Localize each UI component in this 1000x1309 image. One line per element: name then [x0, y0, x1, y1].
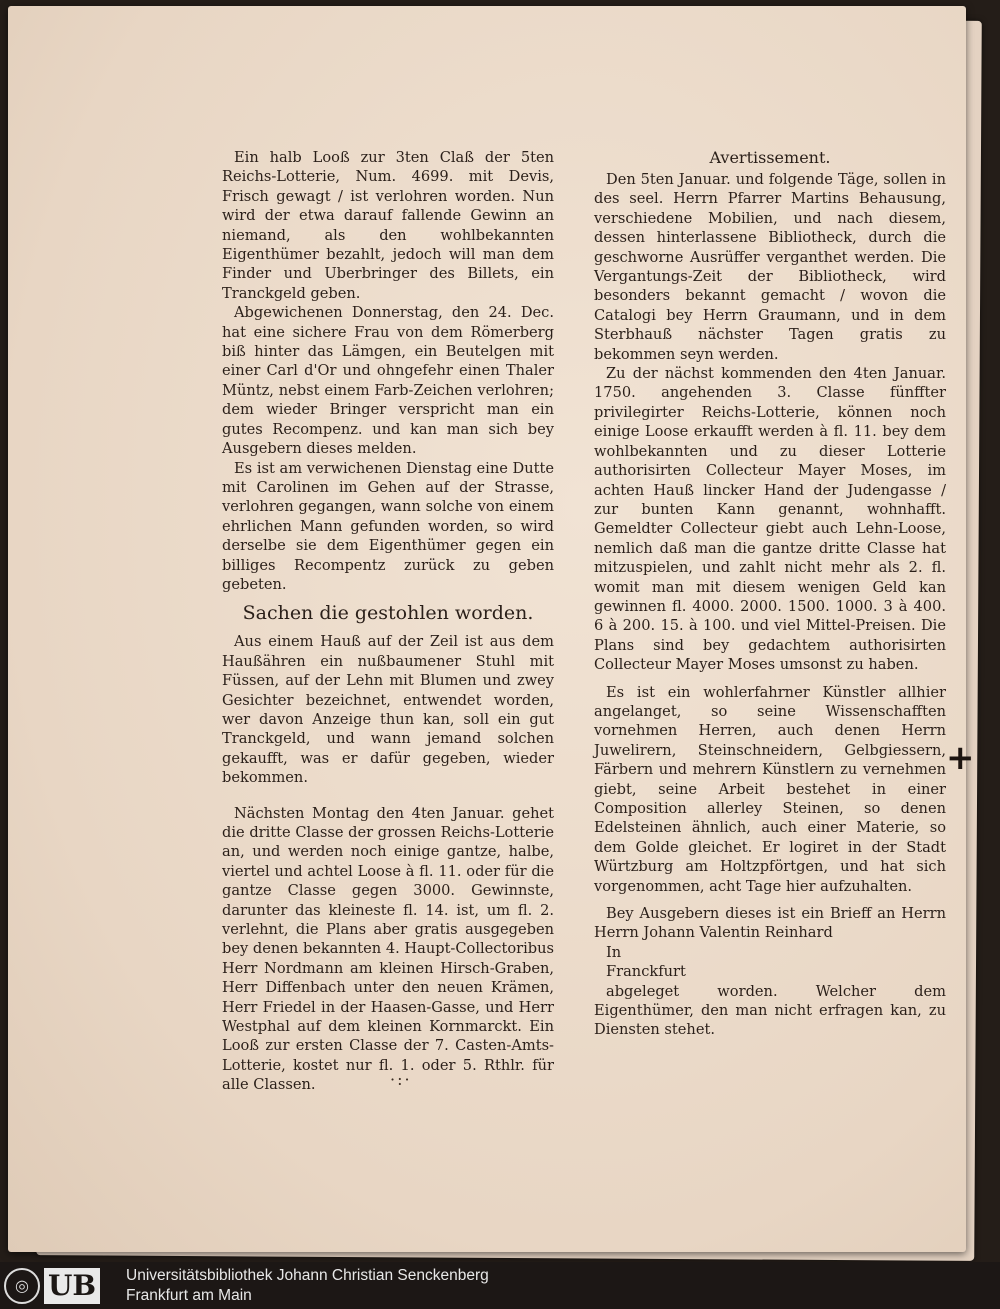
seal-icon: ◎ — [4, 1268, 40, 1304]
notice-letter-in: In — [606, 943, 622, 961]
document-page — [8, 6, 975, 1252]
right-column — [594, 148, 946, 1040]
notice-lottery-class: Nächsten Montag den 4ten Januar. gehet die dritte Classe der grossen Reichs-Lotterie an, und werden noch einige gantze, halbe, viertel und achtel Loose à fl. 11. oder für die gantze Classe gegen 3000. Gewinnste, darunter das kleineste fl. 14. ist, um fl. 2. verlehnt, die Plans aber gratis ausgegeben bey denen bekannten 4. Haupt-Collectoribus Herr Nordmann am kleinen Hirsch-Graben, Herr Diffenbach unter den neuen Krämen, Herr Friedel in der Haasen-Gasse, und Herr Westphal auf dem kleinen Kornmarckt. Ein Looß zur ersten Classe der 7. Casten-Amts-Lotterie, kostet nur fl. 1. oder 5. Rthlr. für alle Classen. — [222, 804, 554, 1094]
notice-artisan: Es ist ein wohlerfahrner Künstler allhier angelanget, so seine Wissenschafften vornehmen Herren, auch denen Herrn Juwelirern, Steinschneidern, Gelbgiessern, Färbern und mehrern Künstlern zu vernehmen giebt, seine Arbeit bestehet in einer Composition allerley Steinen, so denen Edelsteinen ähnlich, auch einer Materie, so dem Golde gleichet. Er logiret in der Stadt Würtzburg am Holtzpförtgen, und hat sich vorgenommen, acht Tage hier aufzuhalten. — [594, 683, 946, 895]
institution-line-1: Universitätsbibliothek Johann Christian Senckenberg — [126, 1266, 489, 1284]
notice-lottery-collecteur: Zu der nächst kommenden den 4ten Januar. 1750. angehenden 3. Classe fünffter privilegirter Reichs-Lotterie, können noch einige Loose erkaufft werden à fl. 11. bey dem wohlbekannten und zu dieser Lotterie authorisirten Collecteur Mayer Moses, im achten Hauß lincker Hand der Judengasse / zur bunten Kann genannt, wohnhafft. Gemeldter Collecteur giebt auch Lehn-Loose, nemlich daß man die gantze dritte Classe hat mitzuspielen, und zahlt nicht mehr als 2. fl. womit man mit diesem wenigen Geld kan gewinnen fl. 4000. 2000. 1500. 1000. 3 à 400. 6 à 200. 15. à 100. und viel Mittel-Preisen. Die Plans sind bey gedachtem authorisirten Collecteur Mayer Moses umsonst zu haben. — [594, 365, 946, 674]
notice-letter-end: abgeleget worden. Welcher dem Eigenthümer, den man nicht erfragen kan, zu Diensten stehet. — [594, 982, 946, 1039]
notice-stolen-chair: Aus einem Hauß auf der Zeil ist aus dem Haußähren ein nußbaumener Stuhl mit Füssen, auf der Lehn mit Blumen und zwey Gesichter bezeichnet, entwendet worden, wer davon Anzeige thun kan, soll ein gut Tranckgeld, und wann jemand solchen gekaufft, was er dafür gegeben, wieder bekommen. — [222, 633, 554, 787]
notice-lost-purse: Abgewichenen Donnerstag, den 24. Dec. hat eine sichere Frau von dem Römerberg biß hinter das Lämgen, ein Beutelgen mit einer Carl d'Or und ohngefehr einen Thaler Müntz, nebst einem Farb-Zeichen verlohren; dem wieder Bringer verspricht man ein gutes Recompenz. und kan man sich bey Ausgebern dieses melden. — [222, 304, 554, 458]
notice-lost-lottery-ticket: Ein halb Looß zur 3ten Claß der 5ten Reichs-Lotterie, Num. 4699. mit Devis, Frisch gewagt / ist verlohren worden. Nun wird der etwa darauf fallende Gewinn an niemand, als den wohlbekannten Eigenthümer bezahlt, jedoch will man dem Finder und Uberbringer des Billets, ein Tranckgeld geben. — [222, 149, 554, 302]
institution-name — [126, 1266, 489, 1306]
notice-lost-carolins: Es ist am verwichenen Dienstag eine Dutte mit Carolinen im Gehen auf der Strasse, verlohren gegangen, wann solche von einem ehrlichen Mann gefunden worden, so wird derselbe sie dem Eigenthümer gegen ein billiges Recompentz zurück zu geben gebeten. — [222, 459, 554, 593]
logo-text: UB — [44, 1268, 100, 1304]
library-logo — [4, 1266, 116, 1306]
heading-stolen-items: Sachen die gestohlen worden. — [242, 602, 534, 625]
notice-letter-city: Franckfurt — [606, 963, 686, 981]
left-column — [222, 148, 554, 1095]
notice-letter-intro: Bey Ausgebern dieses ist ein Brieff an Herrn Herrn Johann Valentin Reinhard — [594, 905, 946, 942]
heading-avertissement: Avertissement. — [709, 148, 831, 167]
handwritten-cross-mark: + — [946, 738, 975, 778]
institution-line-2: Frankfurt am Main — [126, 1286, 252, 1304]
library-footer — [0, 1262, 1000, 1309]
notice-auction: Den 5ten Januar. und folgende Täge, sollen in des seel. Herrn Pfarrer Martins Behausung, verschiedene Mobilien, und nach diesem, dessen hinterlassene Bibliotheck, durch die geschworne Ausrüffer verganthet werden. Die Vergantungs-Zeit der Bibliotheck, wird besonders bekannt gemacht / wovon die Catalogi bey Herrn Graumann, und in dem Sterbhauß nächster Tagen gratis zu bekommen seyn werden. — [594, 171, 946, 363]
printer-ornament: ·:· — [390, 1070, 412, 1089]
